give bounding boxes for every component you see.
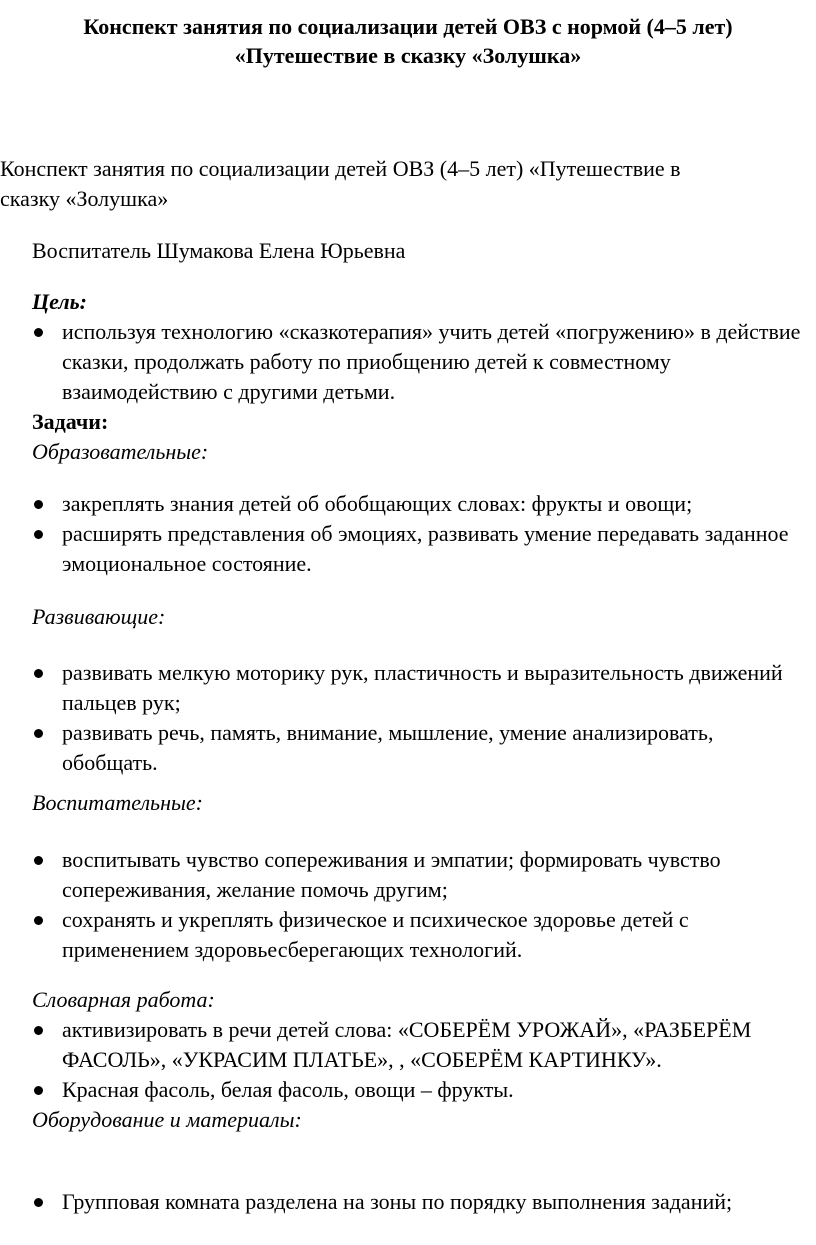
developing-list bbox=[32, 658, 802, 778]
list-item: используя технологию «сказкотерапия» учить детей «погружению» в действие сказки, продолжать работу по приобщению детей к совместному взаимодействию с другими детьми. bbox=[32, 317, 802, 407]
goal-list bbox=[32, 317, 802, 407]
title-line-1: Конспект занятия по социализации детей ОВЗ с нормой (4–5 лет) bbox=[83, 14, 733, 39]
equipment-list-block bbox=[32, 1187, 802, 1217]
list-item: развивать мелкую моторику рук, пластичность и выразительность движений пальцев рук; bbox=[32, 658, 802, 718]
tasks-heading: Задачи: bbox=[32, 409, 109, 434]
list-item: активизировать в речи детей слова: «СОБЕРЁМ УРОЖАЙ», «РАЗБЕРЁМ ФАСОЛЬ», «УКРАСИМ ПЛАТЬЕ», , «СОБЕРЁМ КАРТИНКУ». bbox=[32, 1015, 802, 1075]
upbringing-list bbox=[32, 845, 802, 965]
vocabulary-list bbox=[32, 1015, 802, 1105]
developing-heading: Развивающие: bbox=[32, 604, 166, 629]
intro-line-2: сказку «Золушка» bbox=[0, 186, 169, 211]
educational-list-block bbox=[32, 489, 802, 579]
developing-heading-block bbox=[32, 602, 802, 632]
list-item: Красная фасоль, белая фасоль, овощи – фрукты. bbox=[32, 1075, 802, 1105]
vocabulary-section bbox=[32, 985, 802, 1135]
equipment-heading: Оборудование и материалы: bbox=[32, 1107, 302, 1132]
upbringing-heading: Воспитательные: bbox=[32, 790, 203, 815]
document-title bbox=[20, 12, 796, 70]
goal-heading: Цель: bbox=[32, 289, 87, 314]
educational-heading: Образовательные: bbox=[32, 439, 209, 464]
list-item: расширять представления об эмоциях, развивать умение передавать заданное эмоциональное состояние. bbox=[32, 519, 802, 579]
equipment-list bbox=[32, 1187, 802, 1217]
upbringing-list-block bbox=[32, 845, 802, 965]
tasks-section bbox=[32, 407, 802, 467]
list-item: Групповая комната разделена на зоны по порядку выполнения заданий; bbox=[32, 1187, 802, 1217]
goal-section bbox=[32, 287, 802, 407]
educational-list bbox=[32, 489, 802, 579]
list-item: закреплять знания детей об обобщающих словах: фрукты и овощи; bbox=[32, 489, 802, 519]
list-item: сохранять и укреплять физическое и психическое здоровье детей с применением здоровьесберегающих технологий. bbox=[32, 905, 802, 965]
intro-line-1: Конспект занятия по социализации детей ОВЗ (4–5 лет) «Путешествие в bbox=[0, 156, 681, 181]
upbringing-heading-block bbox=[32, 788, 802, 818]
author-line: Воспитатель Шумакова Елена Юрьевна bbox=[32, 238, 406, 263]
vocabulary-heading: Словарная работа: bbox=[32, 987, 215, 1012]
title-line-2: «Путешествие в сказку «Золушка» bbox=[234, 43, 582, 68]
intro-paragraph bbox=[0, 154, 800, 214]
developing-list-block bbox=[32, 658, 802, 778]
list-item: воспитывать чувство сопереживания и эмпатии; формировать чувство сопереживания, желание помочь другим; bbox=[32, 845, 802, 905]
list-item: развивать речь, память, внимание, мышление, умение анализировать, обобщать. bbox=[32, 718, 802, 778]
